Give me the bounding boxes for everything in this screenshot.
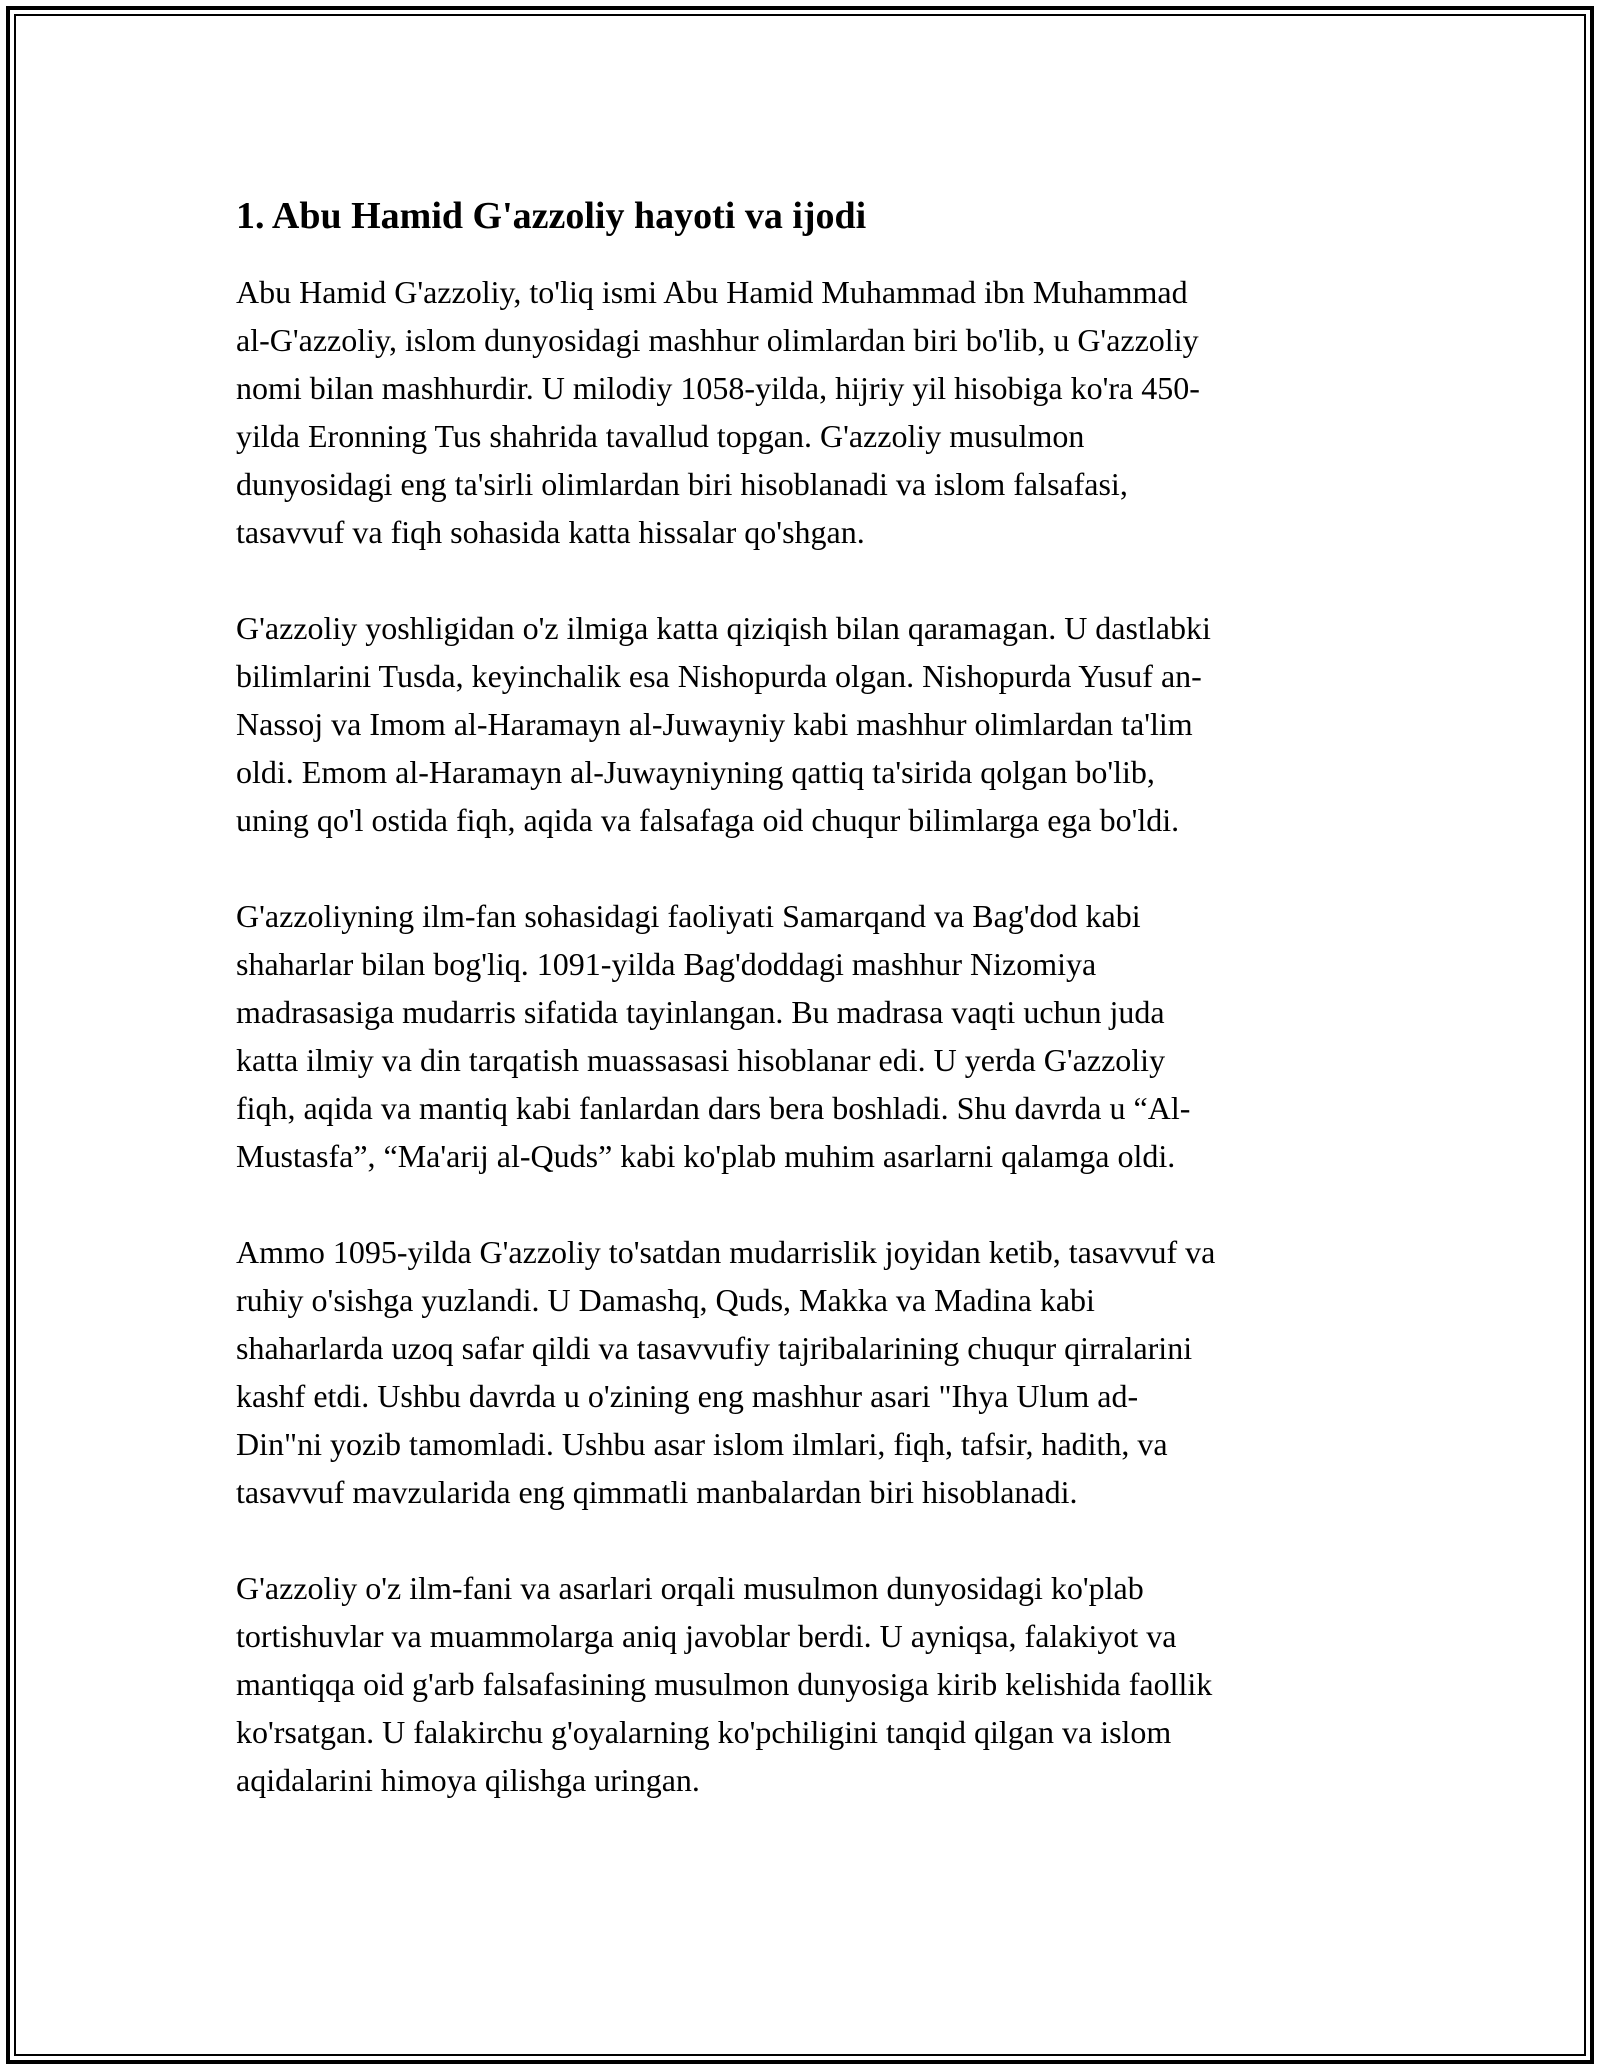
paragraph-3: G'azzoliyning ilm-fan sohasidagi faoliyati Samarqand va Bag'dod kabi shaharlar bilan bog'liq. 1091-yilda Bag'doddagi mashhur Nizomiya madrasasiga mudarris sifatida tayinlangan. Bu madrasa vaqti uchun juda katta ilmiy va din tarqatish muassasasi hisoblanar edi. U yerda G'azzoliy fiqh, aqida va mantiq kabi fanlardan dars bera boshladi. Shu davrda u “Al- Mustasfa”, “Ma'arij al-Quds” kabi ko'plab muhim asarlarni qalamga oldi. [236, 898, 1191, 1174]
section-title: 1. Abu Hamid G'azzoliy hayoti va ijodi [236, 195, 867, 237]
paragraph-4: Ammo 1095-yilda G'azzoliy to'satdan mudarrislik joyidan ketib, tasavvuf va ruhiy o'sishga yuzlandi. U Damashq, Quds, Makka va Madina kabi shaharlarda uzoq safar qildi va tasavvufiy tajribalarining chuqur qirralarini kashf etdi. Ushbu davrda u o'zining eng mashhur asari "Ihya Ulum ad- Din"ni yozib tamomladi. Ushbu asar islom ilmlari, fiqh, tafsir, hadith, va tasavvuf mavzularida eng qimmatli manbalardan biri hisoblanadi. [236, 1234, 1216, 1510]
paragraph-1: Abu Hamid G'azzoliy, to'liq ismi Abu Hamid Muhammad ibn Muhammad al-G'azzoliy, islom dunyosidagi mashhur olimlardan biri bo'lib, u G'azzoliy nomi bilan mashhurdir. U milodiy 1058-yilda, hijriy yil hisobiga ko'ra 450- yilda Eronning Tus shahrida tavallud topgan. G'azzoliy musulmon dunyosidagi eng ta'sirli olimlardan biri hisoblanadi va islom falsafasi, tasavvuf va fiqh sohasida katta hissalar qo'shgan. [236, 274, 1200, 550]
paragraph-2: G'azzoliy yoshligidan o'z ilmiga katta qiziqish bilan qaramagan. U dastlabki bilimlarini Tusda, keyinchalik esa Nishopurda olgan. Nishopurda Yusuf an- Nassoj va Imom al-Haramayn al-Juwayniy kabi mashhur olimlardan ta'lim oldi. Emom al-Haramayn al-Juwayniyning qattiq ta'sirida qolgan bo'lib, uning qo'l ostida fiqh, aqida va falsafaga oid chuqur bilimlarga ega bo'ldi. [236, 610, 1211, 838]
document-body [236, 188, 1368, 1852]
paragraph-5: G'azzoliy o'z ilm-fani va asarlari orqali musulmon dunyosidagi ko'plab tortishuvlar va muammolarga aniq javoblar berdi. U ayniqsa, falakiyot va mantiqqa oid g'arb falsafasining musulmon dunyosiga kirib kelishida faollik ko'rsatgan. U falakirchu g'oyalarning ko'pchiligini tanqid qilgan va islom aqidalarini himoya qilishga uringan. [236, 1570, 1213, 1798]
